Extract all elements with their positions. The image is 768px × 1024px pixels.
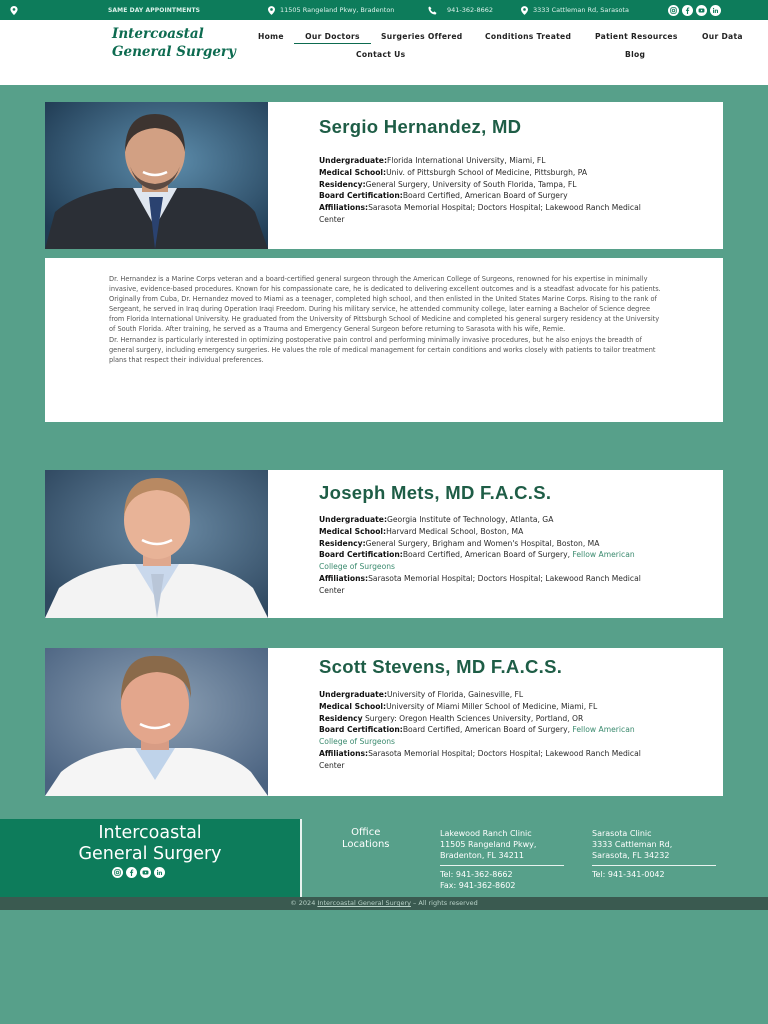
medical-school-row: Medical School:Harvard Medical School, Boston, MA [319, 526, 524, 536]
social-links [668, 0, 721, 20]
nav-our-doctors[interactable]: Our Doctors [294, 32, 371, 44]
nav-our-data[interactable]: Our Data [702, 32, 743, 41]
linkedin-icon[interactable] [154, 867, 165, 878]
doctor-photo [45, 648, 268, 796]
youtube-icon[interactable] [140, 867, 151, 878]
clinic-name: Sarasota Clinic [592, 829, 652, 838]
copyright-bar: © 2024 Intercoastal General Surgery – All rights reserved [0, 897, 768, 910]
logo-line-2: General Surgery [112, 44, 236, 60]
doctor-bio [109, 274, 661, 365]
location-pin-icon [521, 6, 528, 15]
doctor-bio-card [45, 258, 723, 422]
doctor-name: Scott Stevens, MD F.A.C.S. [319, 656, 563, 677]
board-row: Board Certification:Board Certified, American Board of Surgery [319, 191, 568, 201]
footer-logo[interactable] [0, 823, 300, 865]
footer-logo-line-2: General Surgery [78, 844, 222, 864]
bradenton-address-link[interactable] [268, 0, 394, 20]
phone-text: 941-362-8662 [447, 6, 494, 14]
linkedin-icon[interactable] [710, 5, 721, 16]
nav-contact-us[interactable]: Contact Us [356, 50, 406, 59]
doctor-photo [45, 470, 268, 618]
bradenton-address-text: 11505 Rangeland Pkwy, Bradenton [280, 6, 395, 14]
phone-link[interactable] [428, 0, 493, 20]
nav-surgeries-offered[interactable]: Surgeries Offered [381, 32, 463, 41]
sarasota-address-link[interactable] [521, 0, 629, 20]
affiliations-row: Affiliations:Sarasota Memorial Hospital; Doctors Hospital; Lakewood Ranch Medical Center [319, 203, 641, 224]
doctor-card [45, 470, 723, 618]
footer-social-links [112, 867, 165, 878]
bio-paragraph: Dr. Hernandez is a Marine Corps veteran and a board-certified general surgeon through the American College of Surgeons, renowned for his expertise in minimally invasive, evidence-based procedures. Known for his compassionate care, he is dedicated to delivering excellent outcomes and is a steadfast advocate for his patients. Originally from Cuba, Dr. Hernandez moved to Miami as a teenager, completed high school, and then enlisted in the United States Marine Corps. Rising to the rank of Sergeant, he served in Iraq during Operation Iraqi Freedom. During his military service, he attended community college, later earning a Bachelor of Science degree from Florida International University. He graduated from the University of Pittsburgh School of Medicine and completed his general surgery residency at the University of South Florida. After training, he served as a Trauma and Emergency General Surgeon before returning to Sarasota with his wife, Remie. [109, 275, 661, 334]
nav-patient-resources[interactable]: Patient Resources [595, 32, 678, 41]
affiliations-row: Affiliations:Sarasota Memorial Hospital; Doctors Hospital; Lakewood Ranch Medical Center [319, 573, 641, 595]
residency-row: Residency:General Surgery, Brigham and Women's Hospital, Boston, MA [319, 538, 600, 548]
facs-link[interactable]: Fellow American College of Surgeons [319, 725, 635, 747]
youtube-icon[interactable] [696, 5, 707, 16]
doctor-credentials [319, 155, 661, 226]
nav-home[interactable]: Home [258, 32, 284, 41]
office-locations-title: Office Locations [342, 827, 390, 850]
copyright-link[interactable]: Intercoastal General Surgery [317, 899, 411, 907]
phone-icon [428, 6, 437, 15]
nav-conditions-treated[interactable]: Conditions Treated [485, 32, 572, 41]
doctor-card [45, 102, 723, 249]
clinic-address-line: 11505 Rangeland Pkwy, [440, 840, 537, 849]
sarasota-clinic [592, 828, 716, 880]
undergraduate-row: Undergraduate:University of Florida, Gainesville, FL [319, 690, 524, 699]
clinic-address-line: Bradenton, FL 34211 [440, 851, 524, 860]
divider [440, 865, 564, 866]
clinic-address-line: Sarasota, FL 34232 [592, 851, 670, 860]
lakewood-clinic [440, 828, 564, 891]
doctor-photo [45, 102, 268, 249]
doctor-name: Sergio Hernandez, MD [319, 116, 522, 137]
doctor-credentials [319, 689, 661, 772]
site-header [0, 20, 768, 85]
footer-logo-line-1: Intercoastal [98, 823, 202, 843]
nav-blog[interactable]: Blog [625, 50, 646, 59]
instagram-icon[interactable] [112, 867, 123, 878]
board-row: Board Certification:Board Certified, American Board of Surgery, Fellow American College of Surgeons [319, 550, 635, 572]
facs-link[interactable]: Fellow American College of Surgeons [319, 550, 635, 572]
location-pin-icon [10, 0, 18, 20]
same-day-appointments-link[interactable]: SAME DAY APPOINTMENTS [108, 6, 201, 14]
undergraduate-row: Undergraduate:Florida International University, Miami, FL [319, 156, 546, 165]
doctor-credentials [319, 514, 661, 597]
bio-paragraph: Dr. Hernandez is particularly interested in optimizing postoperative pain control and performing minimally invasive procedures, but he also enjoys the breadth of general surgery, including emergency surgeries. He values the role of medical management for certain conditions and works closely with patients to tailor treatment plans that respect their individual preferences. [109, 335, 656, 364]
medical-school-row: Medical School:Univ. of Pittsburgh School of Medicine, Pittsburgh, PA [319, 167, 588, 177]
affiliations-row: Affiliations:Sarasota Memorial Hospital; Doctors Hospital; Lakewood Ranch Medical Center [319, 748, 641, 770]
facebook-icon[interactable] [126, 867, 137, 878]
divider [592, 865, 716, 866]
footer-brand [0, 819, 300, 897]
residency-row: Residency:General Surgery, University of South Florida, Tampa, FL [319, 179, 577, 189]
facebook-icon[interactable] [682, 5, 693, 16]
doctor-name: Joseph Mets, MD F.A.C.S. [319, 482, 552, 503]
logo-line-1: Intercoastal [112, 26, 204, 42]
site-logo[interactable] [112, 25, 236, 61]
clinic-fax: Fax: 941-362-8602 [440, 881, 516, 890]
clinic-address-line: 3333 Cattleman Rd, [592, 840, 673, 849]
undergraduate-row: Undergraduate:Georgia Institute of Technology, Atlanta, GA [319, 515, 554, 524]
location-pin-icon [268, 6, 275, 15]
sarasota-address-text: 3333 Cattleman Rd, Sarasota [533, 6, 629, 14]
medical-school-row: Medical School:University of Miami Miller School of Medicine, Miami, FL [319, 701, 598, 711]
instagram-icon[interactable] [668, 5, 679, 16]
top-bar [0, 0, 768, 20]
board-row: Board Certification:Board Certified, American Board of Surgery, Fellow American College of Surgeons [319, 725, 635, 747]
footer-locations [300, 819, 768, 897]
residency-row: Residency Surgery: Oregon Health Sciences University, Portland, OR [319, 713, 584, 723]
clinic-name: Lakewood Ranch Clinic [440, 829, 532, 838]
doctor-card [45, 648, 723, 796]
clinic-tel[interactable]: Tel: 941-341-0042 [592, 870, 665, 879]
clinic-tel[interactable]: Tel: 941-362-8662 [440, 870, 513, 879]
